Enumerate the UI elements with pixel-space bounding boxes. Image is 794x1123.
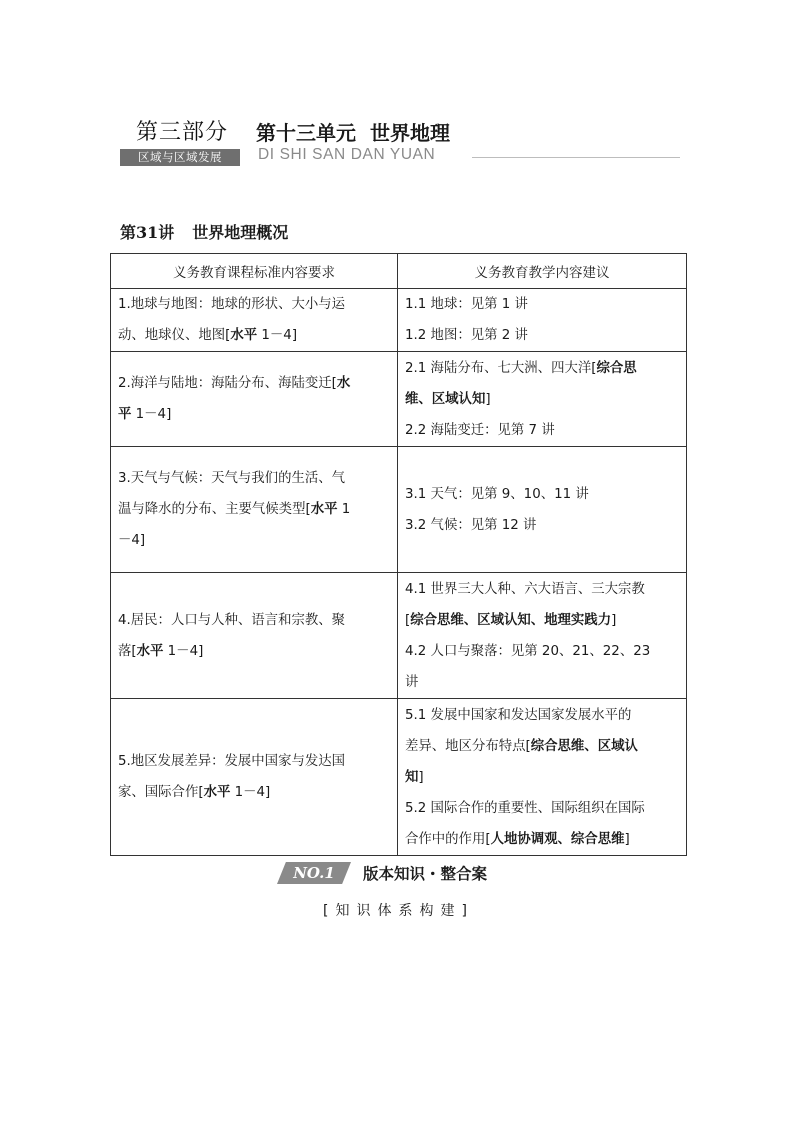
header-cell-standard: 义务教育课程标准内容要求 bbox=[111, 254, 398, 289]
table-row bbox=[111, 699, 687, 856]
topic-label: 世界地理 bbox=[370, 121, 451, 145]
table-cell: 5.地区发展差异：发展中国家与发达国 家、国际合作[水平 1－4] bbox=[111, 699, 398, 856]
region-badge: 区域与区域发展 bbox=[120, 149, 240, 166]
curriculum-table bbox=[110, 253, 687, 856]
table-row bbox=[111, 352, 687, 447]
subsection-title: [知识体系构建] bbox=[323, 903, 474, 919]
table-cell: 1.地球与地图：地球的形状、大小与运 动、地球仪、地图[水平 1－4] bbox=[111, 289, 398, 352]
section-heading bbox=[277, 862, 487, 884]
section-number-badge bbox=[277, 862, 351, 884]
table-cell: 2.海洋与陆地：海陆分布、海陆变迁[水 平 1－4] bbox=[111, 352, 398, 447]
unit-label: 第十三单元 bbox=[256, 121, 357, 145]
table-cell: 5.1 发展中国家和发达国家发展水平的 差异、地区分布特点[综合思维、区域认 知] 5.2 国际合作的重要性、国际组织在国际 合作中的作用[人地协调观、综合思维] bbox=[398, 699, 687, 856]
table-cell: 4.居民：人口与人种、语言和宗教、聚 落[水平 1－4] bbox=[111, 573, 398, 699]
pinyin-label: DI SHI SAN DAN YUAN bbox=[258, 146, 436, 163]
lecture-number: 第31讲 bbox=[120, 223, 175, 242]
table-cell: 1.1 地球：见第 1 讲 1.2 地图：见第 2 讲 bbox=[398, 289, 687, 352]
header-rule bbox=[472, 157, 680, 158]
lecture-title bbox=[120, 220, 288, 243]
header-cell-suggestion: 义务教育教学内容建议 bbox=[398, 254, 687, 289]
table-cell: 3.天气与气候：天气与我们的生活、气 温与降水的分布、主要气候类型[水平 1 －4] bbox=[111, 447, 398, 573]
table-row bbox=[111, 289, 687, 352]
lecture-name: 世界地理概况 bbox=[192, 223, 289, 242]
unit-subheader bbox=[120, 146, 682, 167]
table-row bbox=[111, 573, 687, 699]
table-header-row bbox=[111, 254, 687, 289]
table-row bbox=[111, 447, 687, 573]
badge-text: NO.1 bbox=[293, 864, 335, 882]
table-cell: 2.1 海陆分布、七大洲、四大洋[综合思 维、区域认知] 2.2 海陆变迁：见第 7 讲 bbox=[398, 352, 687, 447]
part-label: 第三部分 bbox=[136, 120, 229, 145]
section-title: 版本知识・整合案 bbox=[363, 865, 488, 883]
unit-header bbox=[136, 114, 450, 146]
table-cell: 4.1 世界三大人种、六大语言、三大宗教 [综合思维、区域认知、地理实践力] 4.2 人口与聚落：见第 20、21、22、23 讲 bbox=[398, 573, 687, 699]
table-cell: 3.1 天气：见第 9、10、11 讲 3.2 气候：见第 12 讲 bbox=[398, 447, 687, 573]
